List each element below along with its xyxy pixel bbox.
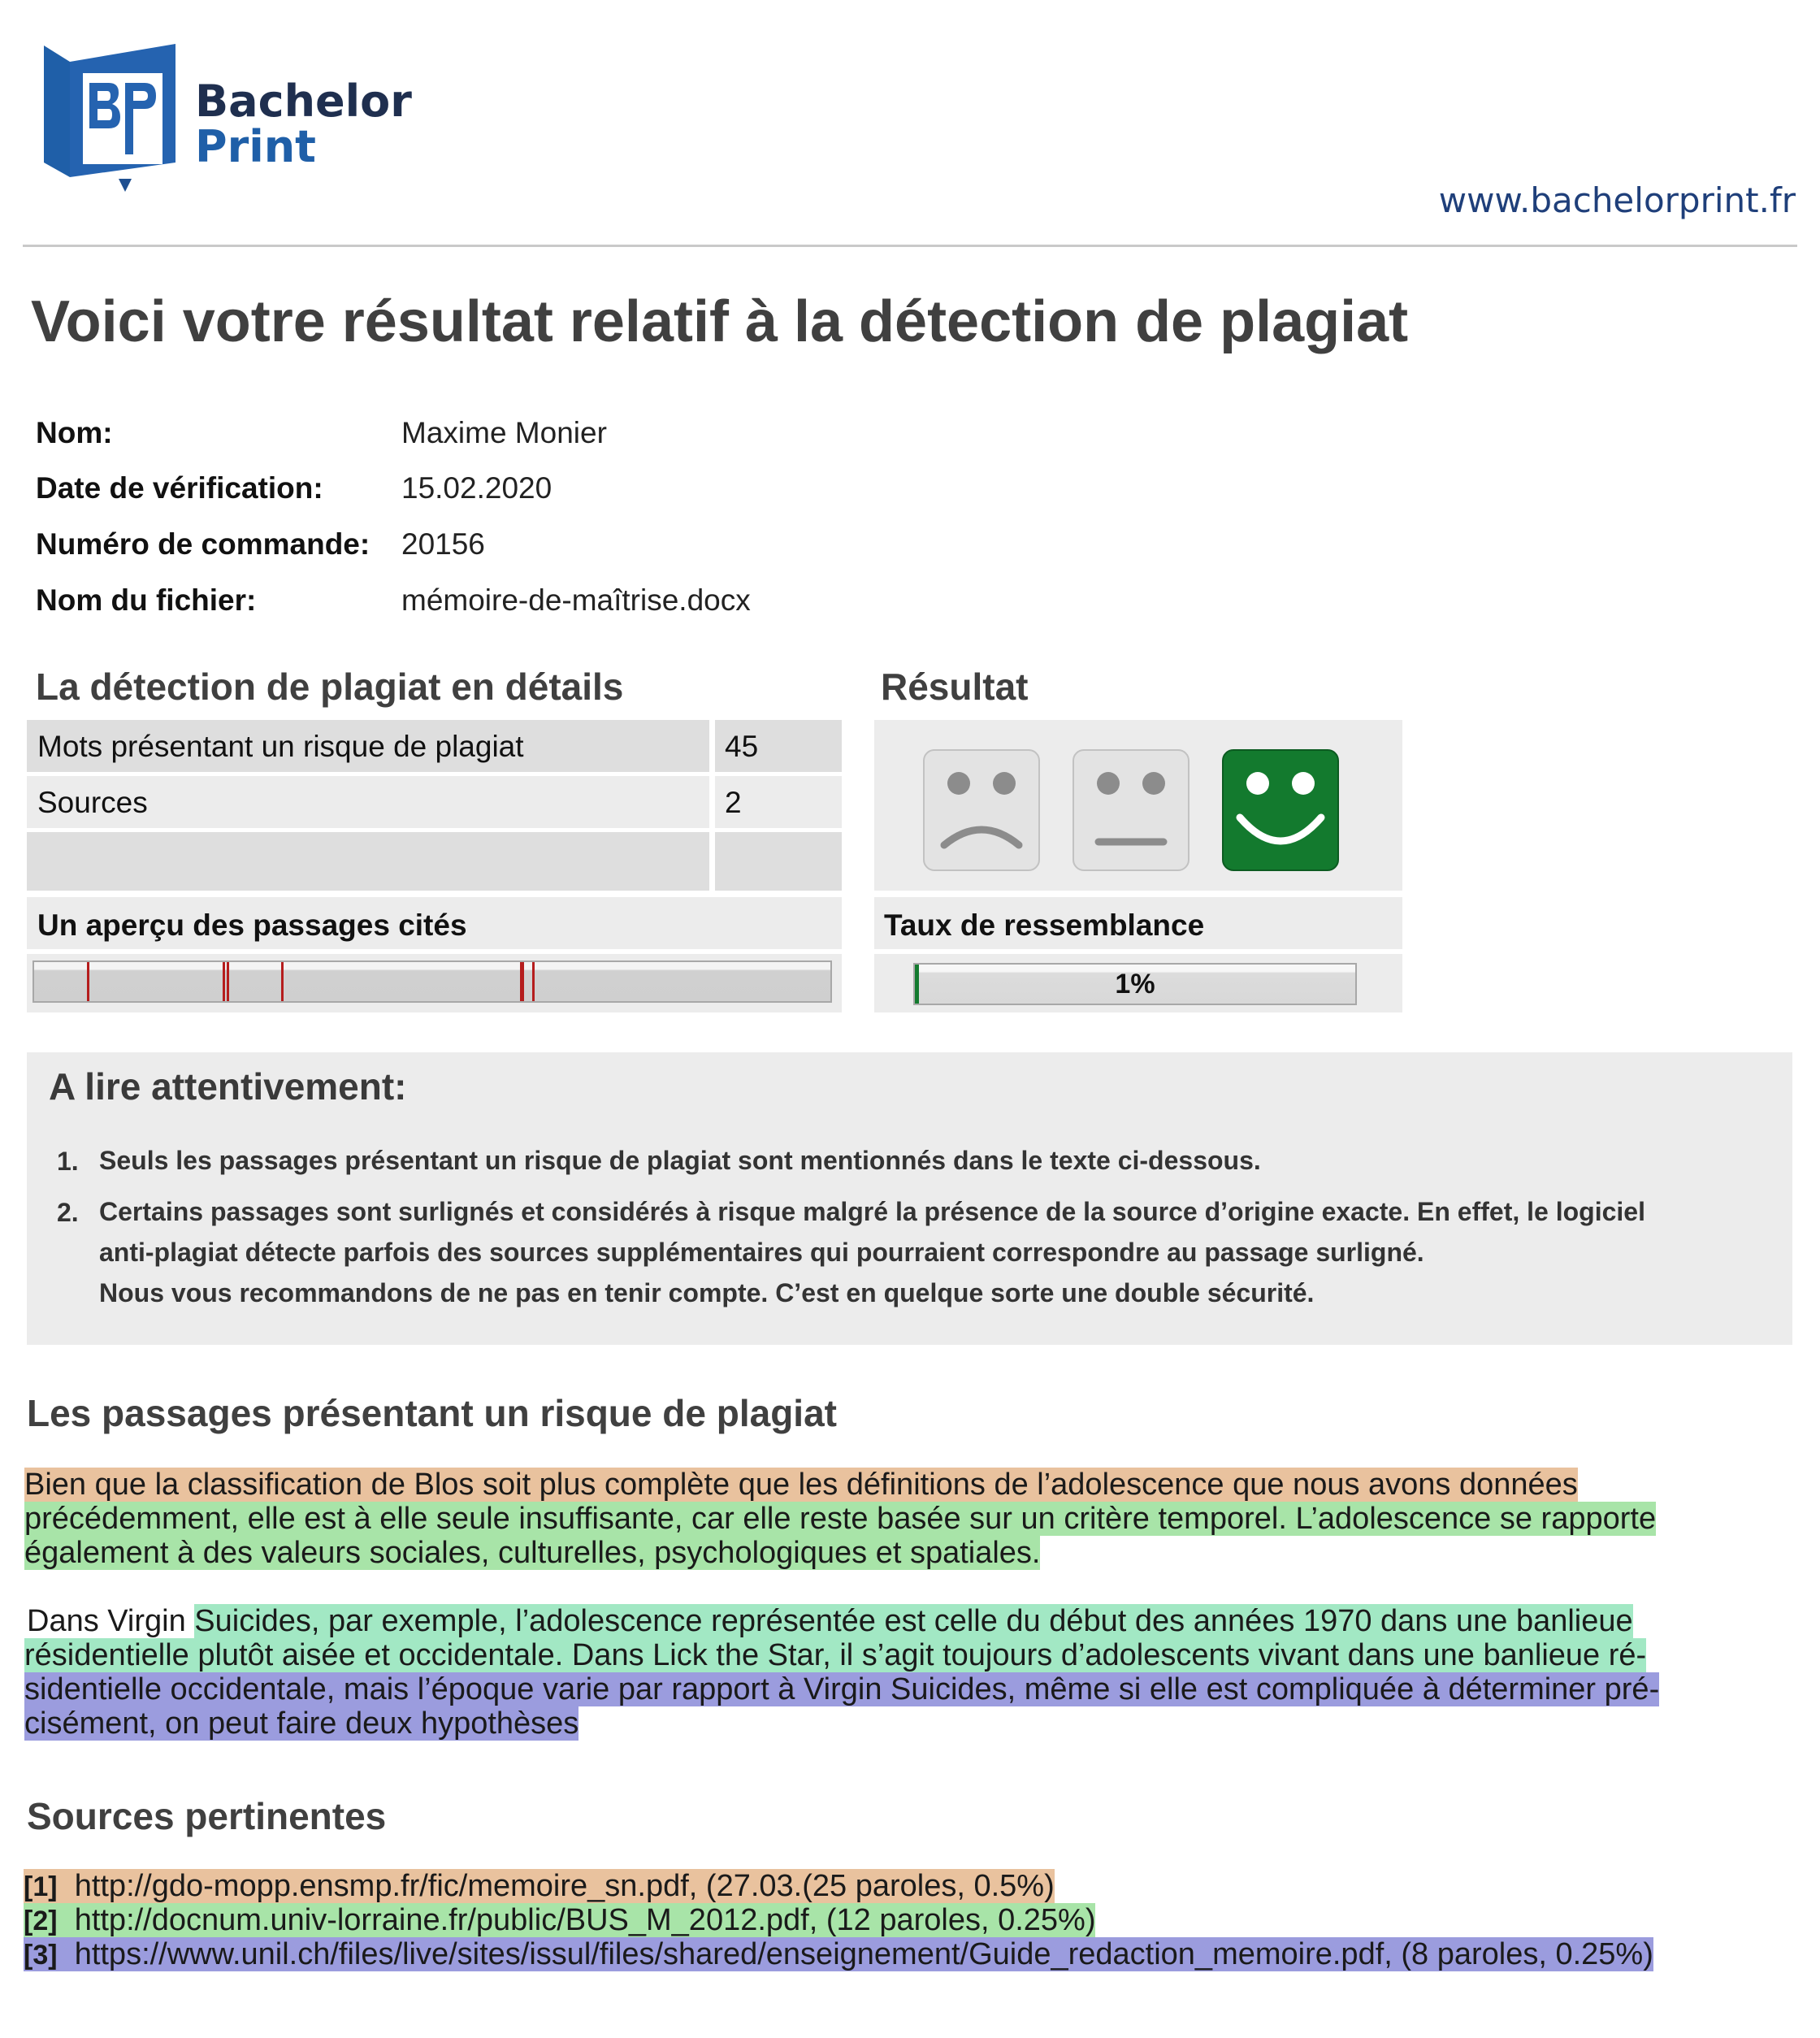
sad-face-icon (923, 749, 1040, 871)
passage-preview-bar (32, 960, 832, 1003)
info-value-order: 20156 (401, 527, 485, 561)
notice-item-text: Nous vous recommandons de ne pas en tenir compte. C’est en quelque sorte une double sécurité. (99, 1278, 1315, 1307)
passage-marker (281, 962, 284, 1001)
header-divider (23, 245, 1797, 247)
passages-heading: Les passages présentant un risque de plagiat (27, 1392, 837, 1434)
notice-item-text: Seuls les passages présentant un risque de plagiat sont mentionnés dans le texte ci-dessous. (99, 1146, 1261, 1175)
source-link[interactable]: http://docnum.univ-lorraine.fr/public/BUS_M_2012.pdf, (12 paroles, 0.25%) (74, 1903, 1096, 1937)
passage-2-line-2 (24, 1638, 1646, 1672)
source-item-1 (24, 1869, 1055, 1904)
passage-1-line-2 (24, 1502, 1656, 1536)
similarity-bar (913, 963, 1357, 1005)
source-item-3 (24, 1937, 1653, 1972)
details-heading: La détection de plagiat en détails (36, 666, 624, 708)
notice-title: A lire attentivement: (49, 1065, 407, 1108)
website-link[interactable]: www.bachelorprint.fr (1438, 180, 1796, 220)
bachelor-print-logo (41, 41, 187, 195)
source-number: [2] (24, 1906, 58, 1936)
details-sources-value: 2 (725, 786, 742, 819)
source-link[interactable]: https://www.unil.ch/files/live/sites/issul/files/shared/enseignement/Guide_redaction_memoire.pdf, (8 paroles, 0.25%) (74, 1937, 1653, 1971)
passage-marker (522, 962, 524, 1001)
brand-line-2: Print (195, 121, 316, 172)
page-title: Voici votre résultat relatif à la détection de plagiat (31, 289, 1409, 354)
details-words-value: 45 (725, 730, 759, 763)
passage-marker (87, 962, 89, 1001)
highlight-source-3: sidentielle occidentale, mais l’époque varie par rapport à Virgin Suicides, même si elle est compliquée à déterminer pré- (24, 1672, 1660, 1706)
brand-name (195, 76, 412, 172)
happy-face-icon (1222, 749, 1339, 871)
passage-marker (227, 962, 229, 1001)
passage-2-line-4 (24, 1706, 578, 1741)
notice-item-number: 2. (57, 1198, 79, 1227)
similarity-label: Taux de ressemblance (884, 908, 1205, 942)
highlight-source-1: Bien que la classification de Blos soit plus complète que les définitions de l’adolescence que nous avons données (24, 1468, 1578, 1502)
result-heading: Résultat (881, 666, 1029, 708)
notice-item-text: anti-plagiat détecte parfois des sources supplémentaires qui pourraient correspondre au passage surligné. (99, 1238, 1424, 1267)
sources-heading: Sources pertinentes (27, 1795, 387, 1837)
details-sources-label: Sources (37, 786, 148, 819)
neutral-face-icon (1072, 749, 1190, 871)
info-label-file: Nom du fichier: (36, 583, 257, 617)
source-number: [1] (24, 1871, 58, 1902)
notice-item-text: Certains passages sont surlignés et considérés à risque malgré la présence de la source d’origine exacte. En effet, le logiciel (99, 1197, 1645, 1226)
details-words-label: Mots présentant un risque de plagiat (37, 730, 524, 763)
passage-2-line-1 (27, 1604, 1633, 1638)
passage-2-line-3 (24, 1672, 1659, 1706)
info-value-file: mémoire-de-maîtrise.docx (401, 583, 751, 617)
highlight-source-2: également à des valeurs sociales, culturelles, psychologiques et spatiales. (24, 1536, 1041, 1570)
notice-item-number: 1. (57, 1147, 79, 1176)
passage-1-line-1 (24, 1468, 1578, 1502)
info-label-order: Numéro de commande: (36, 527, 370, 561)
source-link[interactable]: http://gdo-mopp.ensmp.fr/fic/memoire_sn.pdf, (27.03.(25 paroles, 0.5%) (74, 1869, 1055, 1903)
result-faces-panel (874, 720, 1402, 891)
info-value-name: Maxime Monier (401, 416, 607, 449)
source-number: [3] (24, 1940, 58, 1971)
details-row-empty (27, 832, 709, 891)
highlight-source-teal: Suicides, par exemple, l’adolescence représentée est celle du début des années 1970 dans une banlieue (194, 1604, 1633, 1638)
info-value-date: 15.02.2020 (401, 471, 552, 505)
info-label-date: Date de vérification: (36, 471, 323, 505)
brand-line-1: Bachelor (195, 76, 412, 127)
source-item-2 (24, 1903, 1095, 1938)
highlight-source-2: précédemment, elle est à elle seule insuffisante, car elle reste basée sur un critère temporel. L’adolescence se rapporte (24, 1502, 1657, 1536)
passage-marker (532, 962, 535, 1001)
similarity-value: 1% (1115, 969, 1155, 999)
passage-plain-text: Dans Virgin (27, 1604, 195, 1638)
passage-marker (223, 962, 225, 1001)
passage-1-line-3 (24, 1536, 1040, 1570)
highlight-source-3: cisément, on peut faire deux hypothèses (24, 1706, 579, 1741)
details-row-empty-value-cell (715, 832, 842, 891)
info-label-name: Nom: (36, 416, 113, 449)
preview-label: Un aperçu des passages cités (37, 908, 467, 942)
highlight-source-teal: résidentielle plutôt aisée et occidentale. Dans Lick the Star, il s’agit toujours d’adolescents vivant dans une banlieue ré- (24, 1638, 1647, 1672)
